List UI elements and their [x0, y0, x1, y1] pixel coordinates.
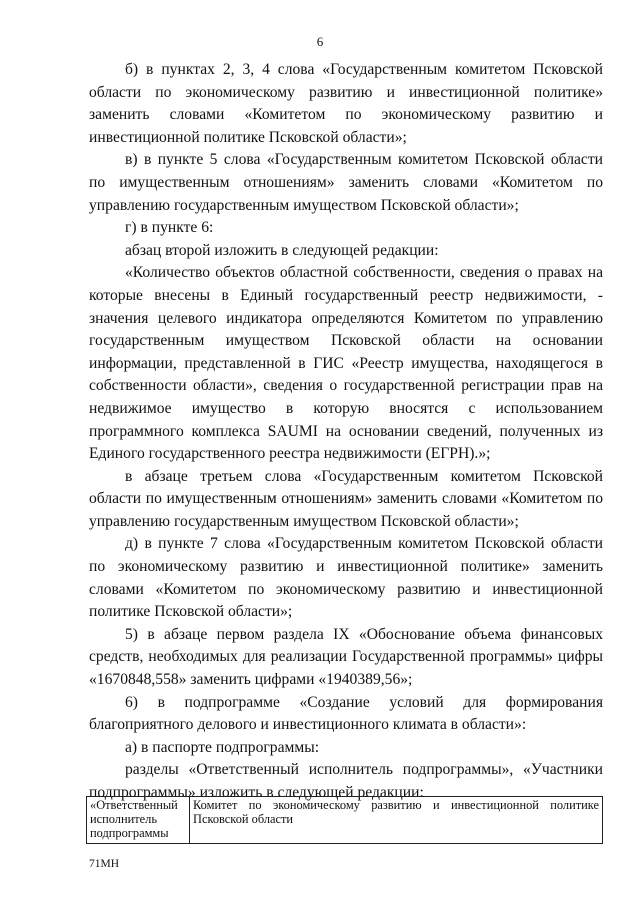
table-cell-label: «Ответственный исполнитель подпрограммы [87, 797, 190, 844]
document-body [89, 59, 603, 805]
paragraph-item-5: 5) в абзаце первом раздела IX «Обоснование объема финансовых средств, необходимых для реализации Государственной программы» цифры «1670848,558» заменить цифрами «1940389,56»; [89, 625, 603, 689]
paragraph-a-passport: а) в паспорте подпрограммы: [125, 738, 320, 756]
table-row [87, 797, 603, 844]
paragraph-quote-indicator: «Количество объектов областной собственности, сведения о правах на которые внесены в Единый государственный реестр недвижимости, - значения целевого индикатора определяются Комитетом по управлению государственным имуществом Псковской области на основании информации, представленной в ГИС «Реестр имущества, находящегося в собственности области», сведения о государственной регистрации прав на недвижимое имущество в которую вносятся с использованием программного комплекса SAUMI на основании сведений, полученных из Единого государственного реестра недвижимости (ЕГРН).»; [89, 264, 603, 463]
paragraph-v: в) в пункте 5 слова «Государственным комитетом Псковской области по имущественным отношениям» заменить словами «Комитетом по управлению государственным имуществом Псковской области»; [89, 151, 603, 214]
paragraph-item-6: 6) в подпрограмме «Создание условий для формирования благоприятного делового и инвестиционного климата в области»: [89, 693, 603, 734]
paragraph-abzac-tretiy: в абзаце третьем слова «Государственным комитетом Псковской области по имущественным отношениям» заменить словами «Комитетом по управлению государственным имуществом Псковской области»; [89, 467, 603, 530]
paragraph-d: д) в пункте 7 слова «Государственным комитетом Псковской области по экономическому развитию и инвестиционной политике» заменить словами «Комитетом по экономическому развитию и инвестиционной политике Псковской области»; [89, 535, 603, 621]
paragraph-g: г) в пункте 6: [125, 219, 214, 237]
paragraph-abzac-vtoroy: абзац второй изложить в следующей редакции: [125, 241, 439, 259]
passport-table [86, 796, 603, 844]
footer-code: 71МН [89, 858, 120, 870]
table-cell-value: Комитет по экономическому развитию и инвестиционной политике Псковской области [190, 797, 603, 844]
paragraph-b: б) в пунктах 2, 3, 4 слова «Государственным комитетом Псковской области по экономическому развитию и инвестиционной политике» заменить словами «Комитетом по экономическому развитию и инвестиционной политике Псковской области»; [89, 61, 603, 146]
page-number: 6 [316, 34, 324, 49]
paragraph-sections: разделы «Ответственный исполнитель подпрограммы», «Участники подпрограммы» изложить в следующей редакции: [89, 761, 603, 801]
